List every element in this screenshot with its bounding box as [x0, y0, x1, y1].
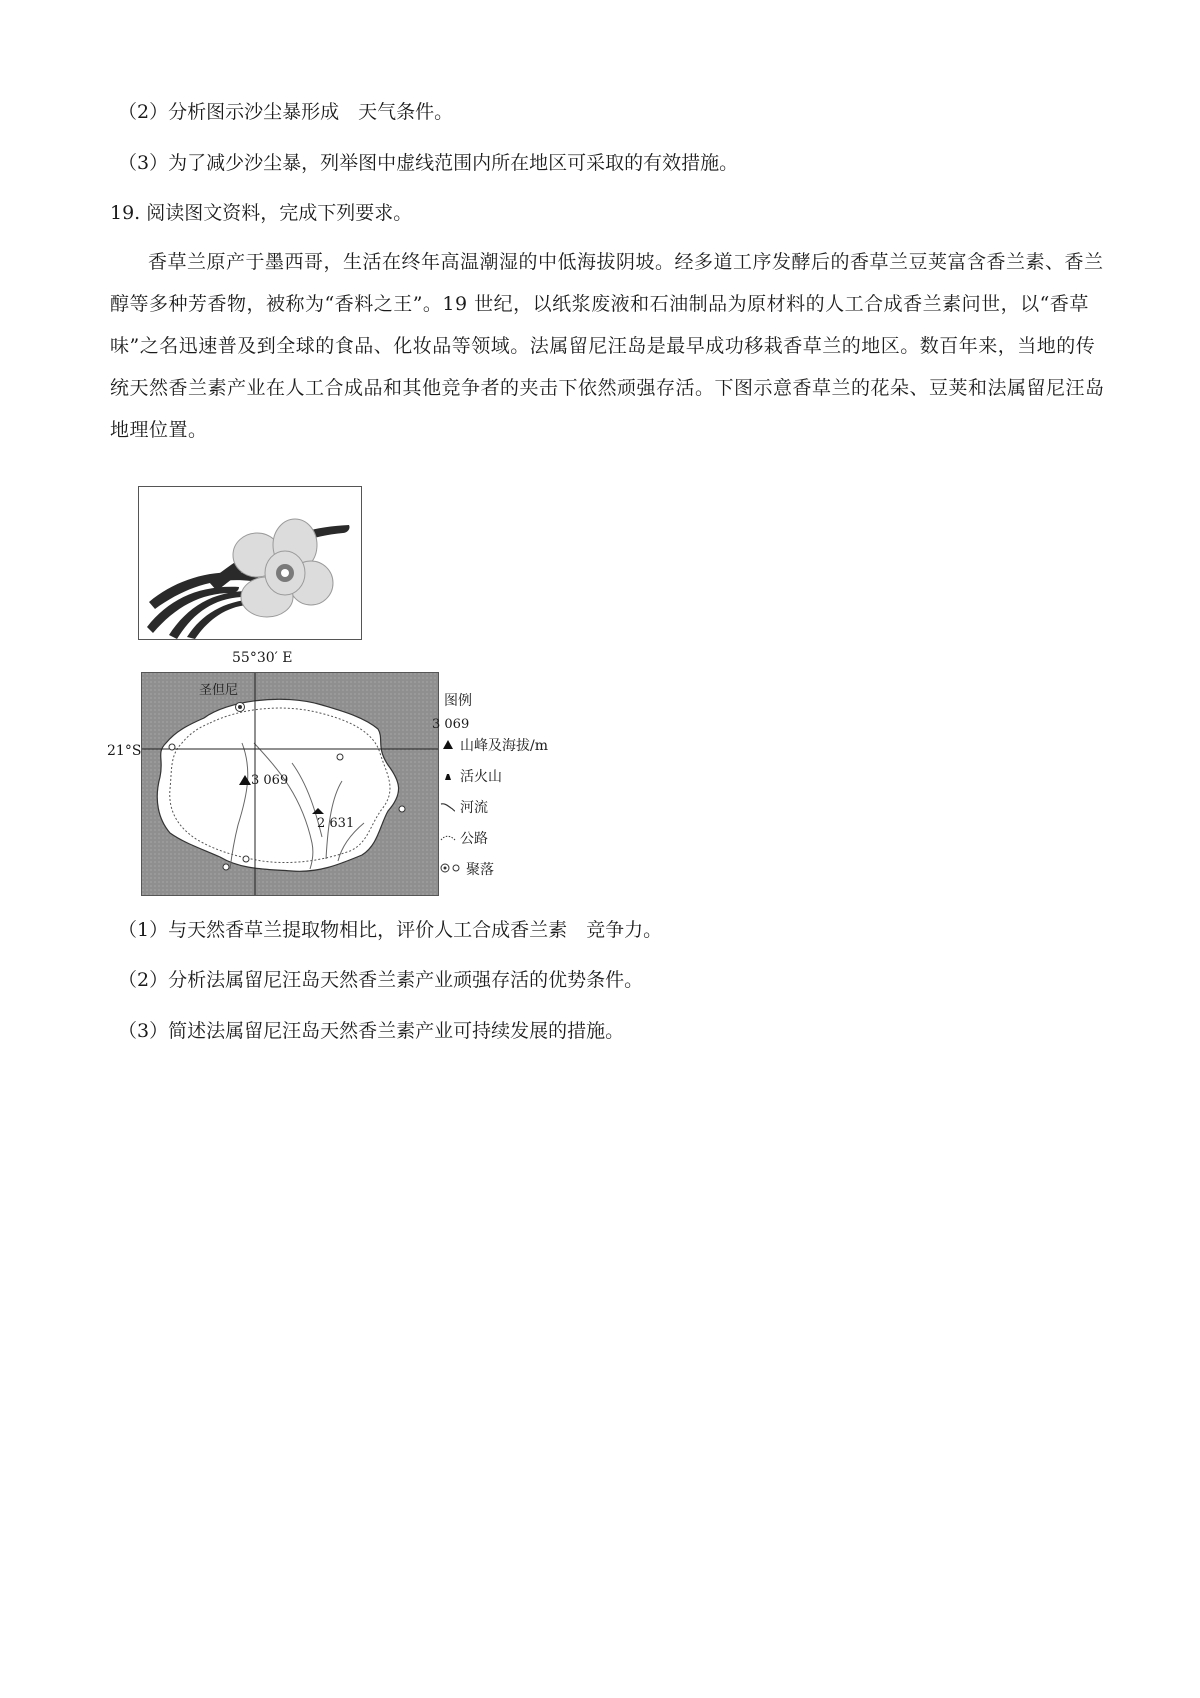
- legend-item-road: 公路: [440, 824, 548, 855]
- volcano-icon: [440, 762, 456, 793]
- legend-item-volcano: 活火山: [440, 762, 548, 793]
- q18-part-3: （3）为了减少沙尘暴，列举图中虚线范围内所在地区可采取的有效措施。: [118, 152, 739, 174]
- q19-heading: 19. 阅读图文资料，完成下列要求。: [110, 202, 413, 224]
- vanilla-illustration: [138, 486, 362, 640]
- town-label: 圣但尼: [199, 683, 239, 698]
- legend-title: 图例: [444, 693, 472, 709]
- road-icon: [440, 824, 456, 855]
- q19-paragraph: 香草兰原产于墨西哥，生活在终年高温潮湿的中低海拔阴坡。经多道工序发酵后的香草兰豆荚富含香兰素、香兰醇等多种芳香物，被称为“香料之王”。19 世纪，以纸浆废液和石油制品为原材料的人工合成香兰素问世，以“香草味”之名迅速普及到全球的食品、化妆品等领域。法属留尼汪岛是最早成功移栽香草兰的地区。数百年来，当地的传统天然香兰素产业在人工合成品和其他竞争者的夹击下依然顽强存活。下图示意香草兰的花朵、豆荚和法属留尼汪岛地理位置。: [110, 251, 1105, 441]
- legend-item-peak: 山峰及海拔/m: [440, 731, 548, 762]
- reunion-map-drawing: [142, 673, 438, 895]
- q19-question-2: （2）分析法属留尼汪岛天然香兰素产业顽强存活的优势条件。: [118, 969, 644, 991]
- settlement-icon: [440, 855, 462, 886]
- q19-question-3: （3）简述法属留尼汪岛天然香兰素产业可持续发展的措施。: [118, 1020, 625, 1042]
- latitude-label: 21°S: [107, 743, 142, 759]
- legend-item-settlement: 聚落: [440, 855, 548, 886]
- q18-part-2: （2）分析图示沙尘暴形成 天气条件。: [118, 101, 454, 123]
- reunion-map: [141, 672, 439, 896]
- longitude-label: 55°30′ E: [232, 650, 293, 666]
- peak-elevation-label: 3 069: [251, 773, 289, 788]
- legend-item-river: 河流: [440, 793, 548, 824]
- peak-icon: [440, 731, 456, 762]
- river-icon: [440, 793, 456, 824]
- vanilla-flower-pods-image: [139, 487, 361, 639]
- map-legend: [440, 686, 548, 886]
- volcano-elevation-label: 2 631: [317, 816, 355, 831]
- q19-question-1: （1）与天然香草兰提取物相比，评价人工合成香兰素 竞争力。: [118, 919, 663, 941]
- legend-header-value: 3 069: [432, 717, 470, 732]
